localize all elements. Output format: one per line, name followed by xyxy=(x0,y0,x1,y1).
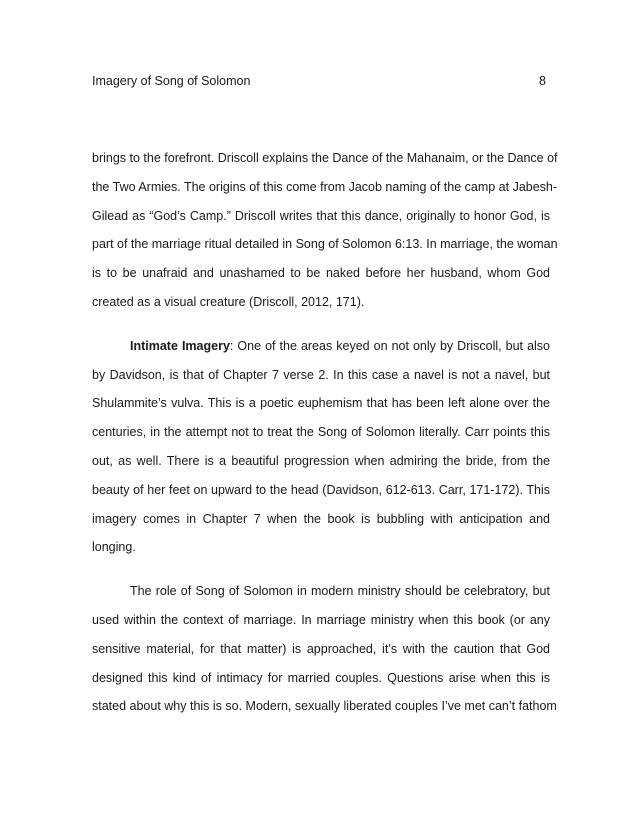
text-line: sensitive material, for that matter) is approached, it’s with the caution that God xyxy=(92,641,550,656)
text-line: out, as well. There is a beautiful progression when admiring the bride, from the xyxy=(92,453,550,468)
paragraph-dance-of-mahanaim xyxy=(92,144,558,317)
text-line: Shulammite’s vulva. This is a poetic euphemism that has been left alone over the xyxy=(92,396,550,411)
document-body xyxy=(92,144,558,721)
text-line: part of the marriage ritual detailed in Song of Solomon 6:13. In marriage, the woman xyxy=(92,237,558,252)
text-line: brings to the forefront. Driscoll explains the Dance of the Mahanaim, or the Dance of xyxy=(92,151,558,165)
text-line-rest: : One of the areas keyed on not only by Driscoll, but also xyxy=(229,338,550,353)
paragraph-intimate-imagery xyxy=(92,332,550,562)
page-number: 8 xyxy=(539,74,546,88)
text-line-first xyxy=(92,332,550,361)
text-line: The role of Song of Solomon in modern ministry should be celebratory, but xyxy=(130,584,550,599)
text-line: imagery comes in Chapter 7 when the book is bubbling with anticipation and xyxy=(92,511,550,526)
text-line: used within the context of marriage. In marriage ministry when this book (or any xyxy=(92,612,550,627)
text-line: longing. xyxy=(92,540,136,555)
text-line: the Two Armies. The origins of this come from Jacob naming of the camp at Jabesh- xyxy=(92,179,558,194)
section-lead-heading: Intimate Imagery xyxy=(130,338,230,353)
text-line: centuries, in the attempt not to treat the Song of Solomon literally. Carr points this xyxy=(92,425,550,440)
text-line: by Davidson, is that of Chapter 7 verse 2. In this case a navel is not a navel, but xyxy=(92,367,550,382)
running-title: Imagery of Song of Solomon xyxy=(92,74,251,88)
text-line: created as a visual creature (Driscoll, 2012, 171). xyxy=(92,294,365,309)
text-line: is to be unafraid and unashamed to be naked before her husband, whom God xyxy=(92,266,550,281)
text-line: Gilead as “God’s Camp.” Driscoll writes that this dance, originally to honor God, is xyxy=(92,208,550,223)
running-header xyxy=(92,74,546,88)
paragraph-modern-ministry xyxy=(92,577,557,721)
text-line: designed this kind of intimacy for married couples. Questions arise when this is xyxy=(92,670,550,685)
text-line: stated about why this is so. Modern, sexually liberated couples I’ve met can’t fathom xyxy=(92,699,557,714)
text-line: beauty of her feet on upward to the head (Davidson, 612-613. Carr, 171-172). This xyxy=(92,482,550,497)
